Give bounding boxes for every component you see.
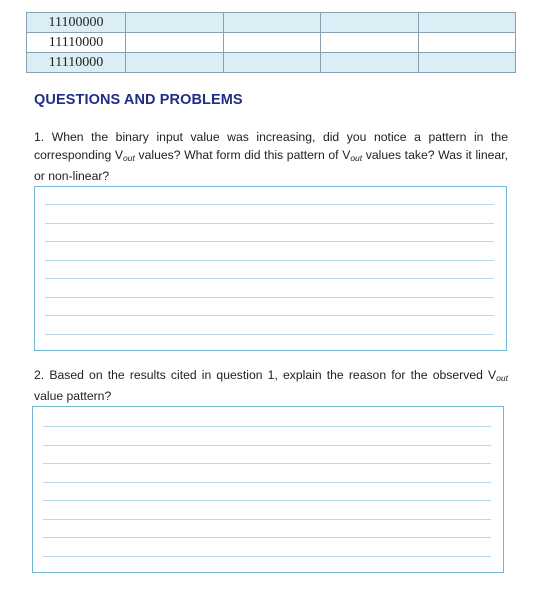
question-1 — [34, 128, 508, 185]
empty-cell[interactable] — [223, 33, 321, 53]
binary-code-cell: 11110000 — [27, 53, 126, 73]
answer-line — [43, 519, 491, 520]
answer-line — [45, 223, 494, 224]
binary-input-table — [26, 12, 516, 73]
binary-code-cell: 11110000 — [27, 33, 126, 53]
table-row — [27, 33, 516, 53]
answer-line — [43, 556, 491, 557]
empty-cell[interactable] — [321, 13, 419, 33]
answer-line — [45, 334, 494, 335]
subscript-out: out — [350, 153, 363, 163]
answer-box-1[interactable] — [34, 186, 507, 351]
answer-line — [43, 463, 491, 464]
answer-line — [45, 297, 494, 298]
empty-cell[interactable] — [126, 53, 224, 73]
question-text: Based on the results cited in question 1, explain the reason for the observed V — [49, 368, 497, 382]
empty-cell[interactable] — [321, 53, 419, 73]
answer-line — [45, 241, 494, 242]
question-text: values take? Was it linear, or non-linear? — [34, 148, 508, 183]
answer-line — [45, 204, 494, 205]
section-heading: QUESTIONS AND PROBLEMS — [34, 92, 243, 108]
question-number: 2. — [34, 368, 45, 382]
empty-cell[interactable] — [126, 13, 224, 33]
question-number: 1. — [34, 130, 45, 144]
answer-line — [45, 278, 494, 279]
answer-line — [43, 537, 491, 538]
answer-line — [43, 500, 491, 501]
answer-line — [43, 426, 491, 427]
subscript-out: out — [123, 153, 135, 163]
empty-cell[interactable] — [223, 53, 321, 73]
answer-line — [45, 315, 494, 316]
table-row — [27, 53, 516, 73]
empty-cell[interactable] — [126, 33, 224, 53]
empty-cell[interactable] — [418, 33, 516, 53]
empty-cell[interactable] — [418, 53, 516, 73]
subscript-out: out — [496, 373, 508, 383]
answer-line — [43, 482, 491, 483]
answer-line — [43, 445, 491, 446]
table-row — [27, 13, 516, 33]
question-text: values? What form did this pattern of V — [134, 148, 351, 162]
binary-code-cell: 11100000 — [27, 13, 126, 33]
question-text: value pattern? — [34, 389, 112, 403]
empty-cell[interactable] — [223, 13, 321, 33]
question-text: When the binary input value was increasing, did you notice a pattern in the corresponding V — [34, 130, 508, 162]
answer-line — [45, 260, 494, 261]
answer-box-2[interactable] — [32, 406, 504, 573]
empty-cell[interactable] — [321, 33, 419, 53]
empty-cell[interactable] — [418, 13, 516, 33]
question-2 — [34, 366, 508, 405]
